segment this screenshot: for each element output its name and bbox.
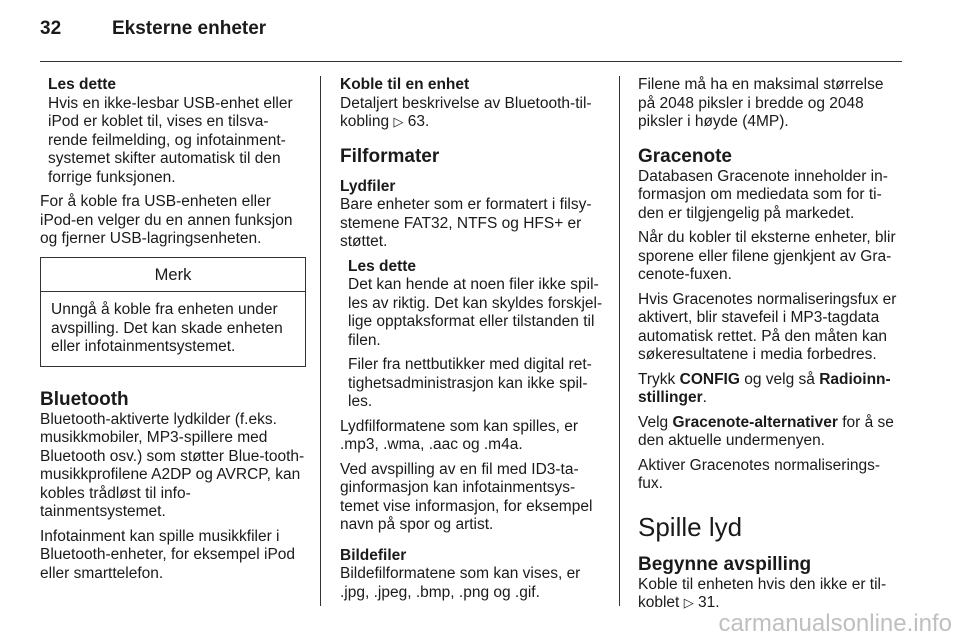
gracenote-heading: Gracenote: [638, 145, 732, 167]
paragraph: [638, 576, 904, 613]
column-divider: [619, 76, 620, 606]
paragraph: Når du kobler til eksterne enheter, blir sporene eller filene gjenkjent av Gra-cenote-fuxen.: [638, 229, 896, 283]
begynne-ref: 31.: [698, 594, 720, 611]
paragraph: Lydfilformatene som kan spilles, er .mp3, .wma, .aac og .m4a.: [340, 417, 579, 453]
column-right: [638, 76, 904, 619]
paragraph: Bare enheter som er formatert i filsy-stemene FAT32, NTFS og HFS+ er støttet.: [340, 196, 592, 250]
paragraph: Bildefilformatene som kan vises, er .jpg, .jpeg, .bmp, .png og .gif.: [340, 565, 581, 601]
velg-pre: Velg: [638, 413, 669, 431]
page-ref-arrow-icon: ▷: [393, 114, 404, 129]
subheading: Bildefiler: [340, 546, 407, 564]
note-block: [348, 258, 610, 412]
radio-keyword: Radioinn-stillinger: [638, 370, 891, 406]
page-ref-arrow-icon: ▷: [683, 595, 694, 610]
trykk-pre: Trykk: [638, 370, 676, 388]
column-middle: [340, 76, 610, 608]
subheading: Lydfiler: [340, 177, 396, 195]
spille-heading: Spille lyd: [638, 511, 743, 542]
bluetooth-heading: Bluetooth: [40, 388, 129, 410]
begynne-text: Koble til enheten hvis den ikke er til-koblet: [638, 575, 887, 611]
paragraph: Bluetooth-aktiverte lydkilder (f.eks. musikkmobiler, MP3-spillere med Bluetooth osv.) som støtter Blue-tooth-musikkprofilene A2DP og AVRCP, kan kobles trådløst til info-tainmentsystemet.: [40, 410, 305, 520]
column-divider: [320, 76, 321, 606]
velg-post: for å se den aktuelle undermenyen.: [638, 413, 894, 449]
note-text: Det kan hende at noen filer ikke spil-les av riktig. Det kan skyldes forskjel-lige opptaksformat eller tilstanden til filen.: [348, 276, 603, 349]
begynne-heading: Begynne avspilling: [638, 553, 812, 575]
note-title: Les dette: [348, 257, 417, 275]
watermark: carmanualsonline.info: [718, 610, 952, 637]
koble-text: Detaljert beskrivelse av Bluetooth-til-kobling: [340, 94, 592, 130]
header-rule: [40, 61, 902, 62]
subheading: Koble til en enhet: [340, 76, 470, 93]
paragraph: [638, 371, 904, 408]
merk-title: Merk: [41, 258, 305, 293]
paragraph: Aktiver Gracenotes normaliserings-fux.: [638, 456, 881, 492]
merk-box: [40, 257, 306, 367]
note-text: Hvis en ikke-lesbar USB-enhet eller iPod er koblet til, vises en tilsva-rende feilmelding, og infotainment-systemet skifter automatisk til den forrige funksjonen.: [48, 94, 293, 186]
page-title: Eksterne enheter: [112, 18, 267, 39]
paragraph: Infotainment kan spille musikkfiler i Bluetooth-enheter, for eksempel iPod eller smarttelefon.: [40, 527, 296, 582]
merk-text: Unngå å koble fra enheten under avspilling. Det kan skade enheten eller infotainmentsystemet.: [51, 301, 283, 355]
paragraph: Ved avspilling av en fil med ID3-ta-ginformasjon kan infotainmentsys-temet vise informasjon, for eksempel navn på spor og artist.: [340, 460, 593, 533]
note-block: [48, 76, 306, 187]
filformater-heading: Filformater: [340, 145, 440, 167]
note-title: Les dette: [48, 76, 117, 93]
koble-ref: 63.: [407, 113, 430, 130]
config-keyword: CONFIG: [679, 370, 740, 388]
paragraph: [340, 95, 610, 132]
paragraph: Filene må ha en maksimal størrelse på 2048 piksler i bredde og 2048 piksler i høyde (4MP).: [638, 76, 884, 130]
paragraph: Hvis Gracenotes normaliseringsfux er aktivert, blir stavefeil i MP3-tagdata automatisk rettet. På den måten kan søkeresultatene i media forbedres.: [638, 290, 897, 363]
trykk-mid: og velg så: [744, 370, 815, 388]
paragraph: For å koble fra USB-enheten eller iPod-en velger du en annen funksjon og fjerner USB-lagringsenheten.: [40, 193, 293, 247]
paragraph: Databasen Gracenote inneholder in-formasjon om mediedata som for ti-den er tilgjengelig på markedet.: [638, 167, 888, 222]
column-left: [40, 76, 306, 589]
gracenote-keyword: Gracenote-alternativer: [672, 413, 838, 431]
page-number: 32: [40, 18, 62, 39]
paragraph: [638, 414, 904, 451]
note-text: Filer fra nettbutikker med digital ret-tighetsadministrasjon kan ikke spil-les.: [348, 356, 592, 410]
trykk-end: .: [702, 389, 707, 406]
